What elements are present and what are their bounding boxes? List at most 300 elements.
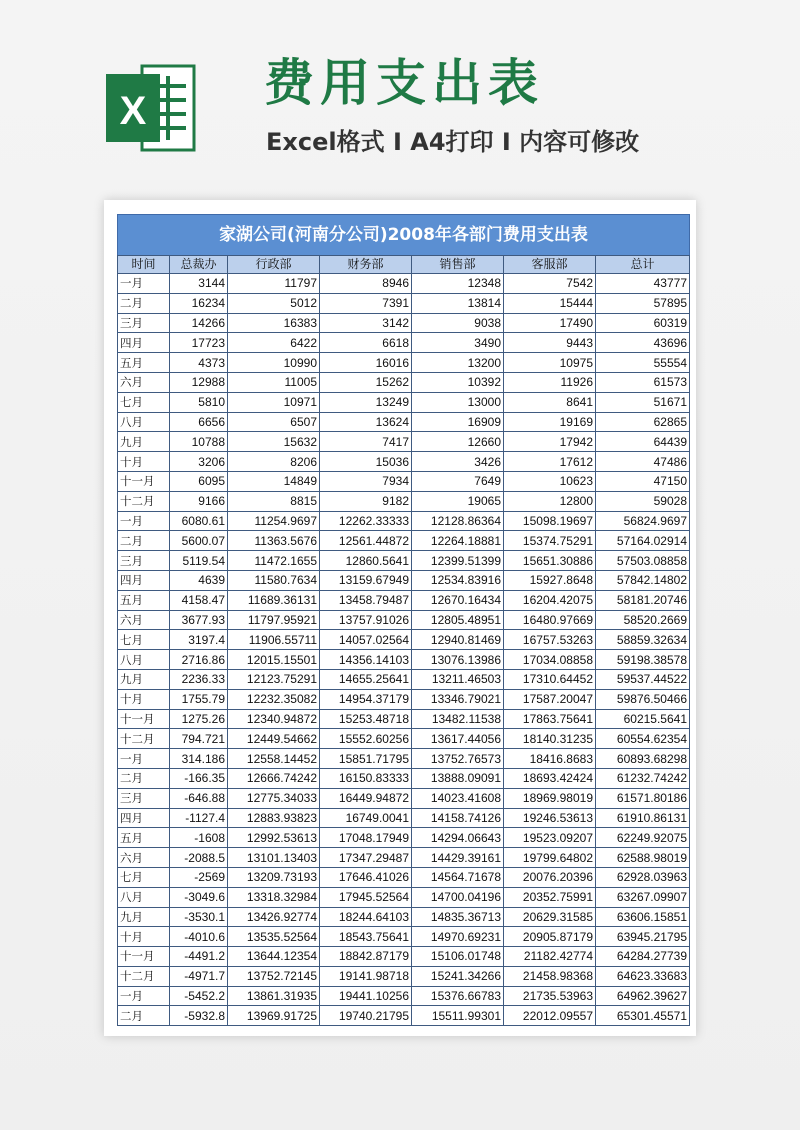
value-cell[interactable]: 47150 — [596, 471, 690, 491]
value-cell[interactable]: 15098.19697 — [504, 511, 596, 531]
value-cell[interactable]: 14158.74126 — [412, 808, 504, 828]
value-cell[interactable]: 12666.74242 — [228, 768, 320, 788]
value-cell[interactable]: 11005 — [228, 372, 320, 392]
month-cell[interactable]: 五月 — [118, 353, 170, 373]
table-row — [118, 531, 690, 551]
value-cell[interactable]: 8815 — [228, 491, 320, 511]
value-cell[interactable]: 15632 — [228, 432, 320, 452]
value-cell[interactable]: 13752.72145 — [228, 966, 320, 986]
value-cell[interactable]: 6422 — [228, 333, 320, 353]
column-header: 客服部 — [504, 256, 596, 274]
month-cell[interactable]: 二月 — [118, 531, 170, 551]
value-cell[interactable]: 12123.75291 — [228, 669, 320, 689]
value-cell[interactable]: 2716.86 — [170, 650, 228, 670]
month-cell[interactable]: 四月 — [118, 570, 170, 590]
value-cell[interactable]: 14356.14103 — [320, 650, 412, 670]
value-cell[interactable]: -4491.2 — [170, 947, 228, 967]
value-cell[interactable]: 20629.31585 — [504, 907, 596, 927]
value-cell[interactable]: 3197.4 — [170, 630, 228, 650]
value-cell[interactable]: -5932.8 — [170, 1006, 228, 1026]
value-cell[interactable]: 2236.33 — [170, 669, 228, 689]
value-cell[interactable]: 12988 — [170, 372, 228, 392]
value-cell[interactable]: 4158.47 — [170, 590, 228, 610]
table-row — [118, 907, 690, 927]
value-cell[interactable]: 15552.60256 — [320, 729, 412, 749]
value-cell[interactable]: 12660 — [412, 432, 504, 452]
value-cell[interactable]: 4373 — [170, 353, 228, 373]
table-row — [118, 689, 690, 709]
value-cell[interactable]: 59198.38578 — [596, 650, 690, 670]
value-cell[interactable]: 17945.52564 — [320, 887, 412, 907]
value-cell[interactable]: 13458.79487 — [320, 590, 412, 610]
value-cell[interactable]: -1127.4 — [170, 808, 228, 828]
value-cell[interactable]: 7417 — [320, 432, 412, 452]
table-row — [118, 353, 690, 373]
value-cell[interactable]: 12534.83916 — [412, 570, 504, 590]
value-cell[interactable]: 13200 — [412, 353, 504, 373]
month-cell[interactable]: 一月 — [118, 749, 170, 769]
value-cell[interactable]: 16204.42075 — [504, 590, 596, 610]
value-cell[interactable]: 57842.14802 — [596, 570, 690, 590]
month-cell[interactable]: 九月 — [118, 432, 170, 452]
excel-logo-icon — [102, 60, 198, 156]
table-row — [118, 293, 690, 313]
value-cell[interactable]: 12399.51399 — [412, 551, 504, 571]
value-cell[interactable]: 15241.34266 — [412, 966, 504, 986]
value-cell[interactable]: 43777 — [596, 274, 690, 294]
value-cell[interactable]: 15651.30886 — [504, 551, 596, 571]
value-cell[interactable]: 5012 — [228, 293, 320, 313]
value-cell[interactable]: 11363.5676 — [228, 531, 320, 551]
column-header: 销售部 — [412, 256, 504, 274]
table-header-row — [118, 256, 690, 274]
value-cell[interactable]: 7934 — [320, 471, 412, 491]
value-cell[interactable]: 13617.44056 — [412, 729, 504, 749]
month-cell[interactable]: 九月 — [118, 669, 170, 689]
value-cell[interactable]: -646.88 — [170, 788, 228, 808]
value-cell[interactable]: 10971 — [228, 392, 320, 412]
value-cell[interactable]: 14849 — [228, 471, 320, 491]
value-cell[interactable]: 16234 — [170, 293, 228, 313]
month-cell[interactable]: 五月 — [118, 828, 170, 848]
value-cell[interactable]: -4010.6 — [170, 927, 228, 947]
value-cell[interactable]: 3426 — [412, 452, 504, 472]
value-cell[interactable]: 12860.5641 — [320, 551, 412, 571]
value-cell[interactable]: 63606.15851 — [596, 907, 690, 927]
value-cell[interactable]: 3490 — [412, 333, 504, 353]
column-header: 行政部 — [228, 256, 320, 274]
month-cell[interactable]: 五月 — [118, 590, 170, 610]
value-cell[interactable]: 57164.02914 — [596, 531, 690, 551]
value-cell[interactable]: 13249 — [320, 392, 412, 412]
value-cell[interactable]: 20076.20396 — [504, 867, 596, 887]
value-cell[interactable]: 58859.32634 — [596, 630, 690, 650]
value-cell[interactable]: 16749.0041 — [320, 808, 412, 828]
month-cell[interactable]: 七月 — [118, 630, 170, 650]
month-cell[interactable]: 三月 — [118, 313, 170, 333]
month-cell[interactable]: 七月 — [118, 392, 170, 412]
value-cell[interactable]: 64623.33683 — [596, 966, 690, 986]
value-cell[interactable]: 13318.32984 — [228, 887, 320, 907]
month-cell[interactable]: 三月 — [118, 788, 170, 808]
value-cell[interactable]: 17347.29487 — [320, 848, 412, 868]
value-cell[interactable]: 12232.35082 — [228, 689, 320, 709]
value-cell[interactable]: 12561.44872 — [320, 531, 412, 551]
table-row — [118, 432, 690, 452]
table-row — [118, 412, 690, 432]
value-cell[interactable]: 13969.91725 — [228, 1006, 320, 1026]
value-cell[interactable]: 19169 — [504, 412, 596, 432]
value-cell[interactable]: 19065 — [412, 491, 504, 511]
month-cell[interactable]: 十月 — [118, 927, 170, 947]
value-cell[interactable]: 64439 — [596, 432, 690, 452]
value-cell[interactable]: 17612 — [504, 452, 596, 472]
table-row — [118, 887, 690, 907]
page-title: 费用支出表 — [264, 54, 544, 112]
value-cell[interactable]: 3206 — [170, 452, 228, 472]
value-cell[interactable]: -2569 — [170, 867, 228, 887]
month-cell[interactable]: 十月 — [118, 689, 170, 709]
value-cell[interactable]: 65301.45571 — [596, 1006, 690, 1026]
value-cell[interactable]: 59028 — [596, 491, 690, 511]
value-cell[interactable]: 13209.73193 — [228, 867, 320, 887]
table-row — [118, 372, 690, 392]
value-cell[interactable]: 15511.99301 — [412, 1006, 504, 1026]
value-cell[interactable]: 14294.06643 — [412, 828, 504, 848]
value-cell[interactable]: 13211.46503 — [412, 669, 504, 689]
value-cell[interactable]: 12262.33333 — [320, 511, 412, 531]
value-cell[interactable]: 13888.09091 — [412, 768, 504, 788]
value-cell[interactable]: 3144 — [170, 274, 228, 294]
value-cell[interactable]: 15851.71795 — [320, 749, 412, 769]
value-cell[interactable]: 15036 — [320, 452, 412, 472]
value-cell[interactable]: 16383 — [228, 313, 320, 333]
value-cell[interactable]: 12348 — [412, 274, 504, 294]
value-cell[interactable]: 62928.03963 — [596, 867, 690, 887]
value-cell[interactable]: 3142 — [320, 313, 412, 333]
value-cell[interactable]: 13644.12354 — [228, 947, 320, 967]
value-cell[interactable]: 17034.08858 — [504, 650, 596, 670]
value-cell[interactable]: -3530.1 — [170, 907, 228, 927]
value-cell[interactable]: 62588.98019 — [596, 848, 690, 868]
value-cell[interactable]: 15253.48718 — [320, 709, 412, 729]
value-cell[interactable]: 314.186 — [170, 749, 228, 769]
table-row — [118, 867, 690, 887]
value-cell[interactable]: 17942 — [504, 432, 596, 452]
value-cell[interactable]: 61571.80186 — [596, 788, 690, 808]
value-cell[interactable]: 15374.75291 — [504, 531, 596, 551]
value-cell[interactable]: 5119.54 — [170, 551, 228, 571]
month-cell[interactable]: 九月 — [118, 907, 170, 927]
value-cell[interactable]: 13426.92774 — [228, 907, 320, 927]
value-cell[interactable]: 59876.50466 — [596, 689, 690, 709]
value-cell[interactable]: 21458.98368 — [504, 966, 596, 986]
value-cell[interactable]: 18693.42424 — [504, 768, 596, 788]
table-row — [118, 471, 690, 491]
value-cell[interactable]: 21182.42774 — [504, 947, 596, 967]
value-cell[interactable]: 14266 — [170, 313, 228, 333]
month-cell[interactable]: 六月 — [118, 848, 170, 868]
month-cell[interactable]: 八月 — [118, 412, 170, 432]
value-cell[interactable]: 12558.14452 — [228, 749, 320, 769]
value-cell[interactable]: 19441.10256 — [320, 986, 412, 1006]
value-cell[interactable]: 59537.44522 — [596, 669, 690, 689]
month-cell[interactable]: 十二月 — [118, 491, 170, 511]
value-cell[interactable]: 11797 — [228, 274, 320, 294]
value-cell[interactable]: 12883.93823 — [228, 808, 320, 828]
value-cell[interactable]: -2088.5 — [170, 848, 228, 868]
month-cell[interactable]: 十一月 — [118, 709, 170, 729]
value-cell[interactable]: 11689.36131 — [228, 590, 320, 610]
value-cell[interactable]: 18543.75641 — [320, 927, 412, 947]
value-cell[interactable]: 13752.76573 — [412, 749, 504, 769]
value-cell[interactable]: 51671 — [596, 392, 690, 412]
value-cell[interactable]: 15262 — [320, 372, 412, 392]
value-cell[interactable]: 11472.1655 — [228, 551, 320, 571]
month-cell[interactable]: 七月 — [118, 867, 170, 887]
value-cell[interactable]: 43696 — [596, 333, 690, 353]
value-cell[interactable]: 60215.5641 — [596, 709, 690, 729]
value-cell[interactable]: 9038 — [412, 313, 504, 333]
value-cell[interactable]: 17863.75641 — [504, 709, 596, 729]
value-cell[interactable]: 794.721 — [170, 729, 228, 749]
table-row — [118, 511, 690, 531]
table-row — [118, 1006, 690, 1026]
value-cell[interactable]: 16480.97669 — [504, 610, 596, 630]
table-body — [118, 274, 690, 1026]
value-cell[interactable]: 14564.71678 — [412, 867, 504, 887]
value-cell[interactable]: 5600.07 — [170, 531, 228, 551]
value-cell[interactable]: 18140.31235 — [504, 729, 596, 749]
value-cell[interactable]: 9182 — [320, 491, 412, 511]
value-cell[interactable]: 57503.08858 — [596, 551, 690, 571]
month-cell[interactable]: 八月 — [118, 650, 170, 670]
value-cell[interactable]: 9443 — [504, 333, 596, 353]
value-cell[interactable]: 14057.02564 — [320, 630, 412, 650]
value-cell[interactable]: 64962.39627 — [596, 986, 690, 1006]
value-cell[interactable]: 12449.54662 — [228, 729, 320, 749]
value-cell[interactable]: 21735.53963 — [504, 986, 596, 1006]
month-cell[interactable]: 一月 — [118, 274, 170, 294]
value-cell[interactable]: 60893.68298 — [596, 749, 690, 769]
value-cell[interactable]: 60319 — [596, 313, 690, 333]
value-cell[interactable]: 3677.93 — [170, 610, 228, 630]
value-cell[interactable]: 13482.11538 — [412, 709, 504, 729]
value-cell[interactable]: 6080.61 — [170, 511, 228, 531]
month-cell[interactable]: 六月 — [118, 610, 170, 630]
value-cell[interactable]: 12015.15501 — [228, 650, 320, 670]
value-cell[interactable]: 13000 — [412, 392, 504, 412]
value-cell[interactable]: 16757.53263 — [504, 630, 596, 650]
value-cell[interactable]: 7542 — [504, 274, 596, 294]
value-cell[interactable]: 1275.26 — [170, 709, 228, 729]
value-cell[interactable]: 12128.86364 — [412, 511, 504, 531]
value-cell[interactable]: 19141.98718 — [320, 966, 412, 986]
value-cell[interactable]: 22012.09557 — [504, 1006, 596, 1026]
month-cell[interactable]: 二月 — [118, 293, 170, 313]
value-cell[interactable]: 12340.94872 — [228, 709, 320, 729]
value-cell[interactable]: 19740.21795 — [320, 1006, 412, 1026]
table-row — [118, 650, 690, 670]
value-cell[interactable]: 8946 — [320, 274, 412, 294]
value-cell[interactable]: 12264.18881 — [412, 531, 504, 551]
value-cell[interactable]: 17646.41026 — [320, 867, 412, 887]
value-cell[interactable]: 61232.74242 — [596, 768, 690, 788]
value-cell[interactable]: 8206 — [228, 452, 320, 472]
value-cell[interactable]: 16449.94872 — [320, 788, 412, 808]
value-cell[interactable]: 11906.55711 — [228, 630, 320, 650]
value-cell[interactable]: 18969.98019 — [504, 788, 596, 808]
value-cell[interactable]: 62249.92075 — [596, 828, 690, 848]
table-row — [118, 709, 690, 729]
month-cell[interactable]: 一月 — [118, 986, 170, 1006]
value-cell[interactable]: 19799.64802 — [504, 848, 596, 868]
value-cell[interactable]: 18842.87179 — [320, 947, 412, 967]
month-cell[interactable]: 六月 — [118, 372, 170, 392]
column-header: 时间 — [118, 256, 170, 274]
value-cell[interactable]: 14023.41608 — [412, 788, 504, 808]
value-cell[interactable]: 17587.20047 — [504, 689, 596, 709]
month-cell[interactable]: 四月 — [118, 808, 170, 828]
table-row — [118, 848, 690, 868]
value-cell[interactable]: 55554 — [596, 353, 690, 373]
value-cell[interactable]: 7391 — [320, 293, 412, 313]
value-cell[interactable]: -3049.6 — [170, 887, 228, 907]
value-cell[interactable]: 19523.09207 — [504, 828, 596, 848]
value-cell[interactable]: 14835.36713 — [412, 907, 504, 927]
value-cell[interactable]: 11254.9697 — [228, 511, 320, 531]
value-cell[interactable]: 13535.52564 — [228, 927, 320, 947]
table-row — [118, 768, 690, 788]
value-cell[interactable]: 12805.48951 — [412, 610, 504, 630]
month-cell[interactable]: 十一月 — [118, 947, 170, 967]
value-cell[interactable]: 16150.83333 — [320, 768, 412, 788]
value-cell[interactable]: 6618 — [320, 333, 412, 353]
value-cell[interactable]: 13076.13986 — [412, 650, 504, 670]
value-cell[interactable]: 15106.01748 — [412, 947, 504, 967]
value-cell[interactable]: 13101.13403 — [228, 848, 320, 868]
value-cell[interactable]: 58181.20746 — [596, 590, 690, 610]
value-cell[interactable]: 12800 — [504, 491, 596, 511]
value-cell[interactable]: 13346.79021 — [412, 689, 504, 709]
table-row — [118, 986, 690, 1006]
value-cell[interactable]: 13861.31935 — [228, 986, 320, 1006]
table-row — [118, 927, 690, 947]
month-cell[interactable]: 十二月 — [118, 966, 170, 986]
month-cell[interactable]: 十二月 — [118, 729, 170, 749]
value-cell[interactable]: -4971.7 — [170, 966, 228, 986]
value-cell[interactable]: 13624 — [320, 412, 412, 432]
value-cell[interactable]: 8641 — [504, 392, 596, 412]
month-cell[interactable]: 十月 — [118, 452, 170, 472]
value-cell[interactable]: 10623 — [504, 471, 596, 491]
value-cell[interactable]: 13159.67949 — [320, 570, 412, 590]
value-cell[interactable]: 12670.16434 — [412, 590, 504, 610]
month-cell[interactable]: 三月 — [118, 551, 170, 571]
value-cell[interactable]: 12775.34033 — [228, 788, 320, 808]
table-row — [118, 749, 690, 769]
value-cell[interactable]: 11580.7634 — [228, 570, 320, 590]
value-cell[interactable]: 57895 — [596, 293, 690, 313]
value-cell[interactable]: 6095 — [170, 471, 228, 491]
value-cell[interactable]: 19246.53613 — [504, 808, 596, 828]
value-cell[interactable]: 20905.87179 — [504, 927, 596, 947]
value-cell[interactable]: 6656 — [170, 412, 228, 432]
value-cell[interactable]: 11926 — [504, 372, 596, 392]
value-cell[interactable]: 14429.39161 — [412, 848, 504, 868]
month-cell[interactable]: 四月 — [118, 333, 170, 353]
value-cell[interactable]: 6507 — [228, 412, 320, 432]
month-cell[interactable]: 八月 — [118, 887, 170, 907]
logo-letter: X — [119, 89, 147, 133]
table-row — [118, 947, 690, 967]
value-cell[interactable]: 14954.37179 — [320, 689, 412, 709]
month-cell[interactable]: 一月 — [118, 511, 170, 531]
value-cell[interactable]: 17048.17949 — [320, 828, 412, 848]
value-cell[interactable]: 16016 — [320, 353, 412, 373]
month-cell[interactable]: 十一月 — [118, 471, 170, 491]
value-cell[interactable]: 63945.21795 — [596, 927, 690, 947]
value-cell[interactable]: 9166 — [170, 491, 228, 511]
value-cell[interactable]: 58520.2669 — [596, 610, 690, 630]
value-cell[interactable]: 14655.25641 — [320, 669, 412, 689]
value-cell[interactable]: 15927.8648 — [504, 570, 596, 590]
value-cell[interactable]: 61910.86131 — [596, 808, 690, 828]
value-cell[interactable]: 63267.09907 — [596, 887, 690, 907]
value-cell[interactable]: 13757.91026 — [320, 610, 412, 630]
column-header: 财务部 — [320, 256, 412, 274]
value-cell[interactable]: 15376.66783 — [412, 986, 504, 1006]
month-cell[interactable]: 二月 — [118, 1006, 170, 1026]
value-cell[interactable]: 62865 — [596, 412, 690, 432]
value-cell[interactable]: 14970.69231 — [412, 927, 504, 947]
value-cell[interactable]: 16909 — [412, 412, 504, 432]
value-cell[interactable]: 20352.75991 — [504, 887, 596, 907]
value-cell[interactable]: 10975 — [504, 353, 596, 373]
value-cell[interactable]: 14700.04196 — [412, 887, 504, 907]
value-cell[interactable]: 5810 — [170, 392, 228, 412]
month-cell[interactable]: 二月 — [118, 768, 170, 788]
value-cell[interactable]: 10392 — [412, 372, 504, 392]
value-cell[interactable]: 15444 — [504, 293, 596, 313]
value-cell[interactable]: 4639 — [170, 570, 228, 590]
value-cell[interactable]: -166.35 — [170, 768, 228, 788]
value-cell[interactable]: 18244.64103 — [320, 907, 412, 927]
value-cell[interactable]: 17723 — [170, 333, 228, 353]
value-cell[interactable]: 64284.27739 — [596, 947, 690, 967]
value-cell[interactable]: 12992.53613 — [228, 828, 320, 848]
value-cell[interactable]: 7649 — [412, 471, 504, 491]
value-cell[interactable]: 56824.9697 — [596, 511, 690, 531]
value-cell[interactable]: 10788 — [170, 432, 228, 452]
table-row — [118, 491, 690, 511]
page-subtitle: Excel格式 Ⅰ A4打印 Ⅰ 内容可修改 — [266, 128, 640, 156]
value-cell[interactable]: 12940.81469 — [412, 630, 504, 650]
value-cell[interactable]: 47486 — [596, 452, 690, 472]
value-cell[interactable]: 17490 — [504, 313, 596, 333]
spreadsheet-page — [104, 200, 696, 1036]
value-cell[interactable]: 13814 — [412, 293, 504, 313]
value-cell[interactable]: 18416.8683 — [504, 749, 596, 769]
value-cell[interactable]: 61573 — [596, 372, 690, 392]
value-cell[interactable]: -5452.2 — [170, 986, 228, 1006]
value-cell[interactable]: 1755.79 — [170, 689, 228, 709]
value-cell[interactable]: 10990 — [228, 353, 320, 373]
value-cell[interactable]: 17310.64452 — [504, 669, 596, 689]
value-cell[interactable]: 60554.62354 — [596, 729, 690, 749]
value-cell[interactable]: 11797.95921 — [228, 610, 320, 630]
value-cell[interactable]: -1608 — [170, 828, 228, 848]
